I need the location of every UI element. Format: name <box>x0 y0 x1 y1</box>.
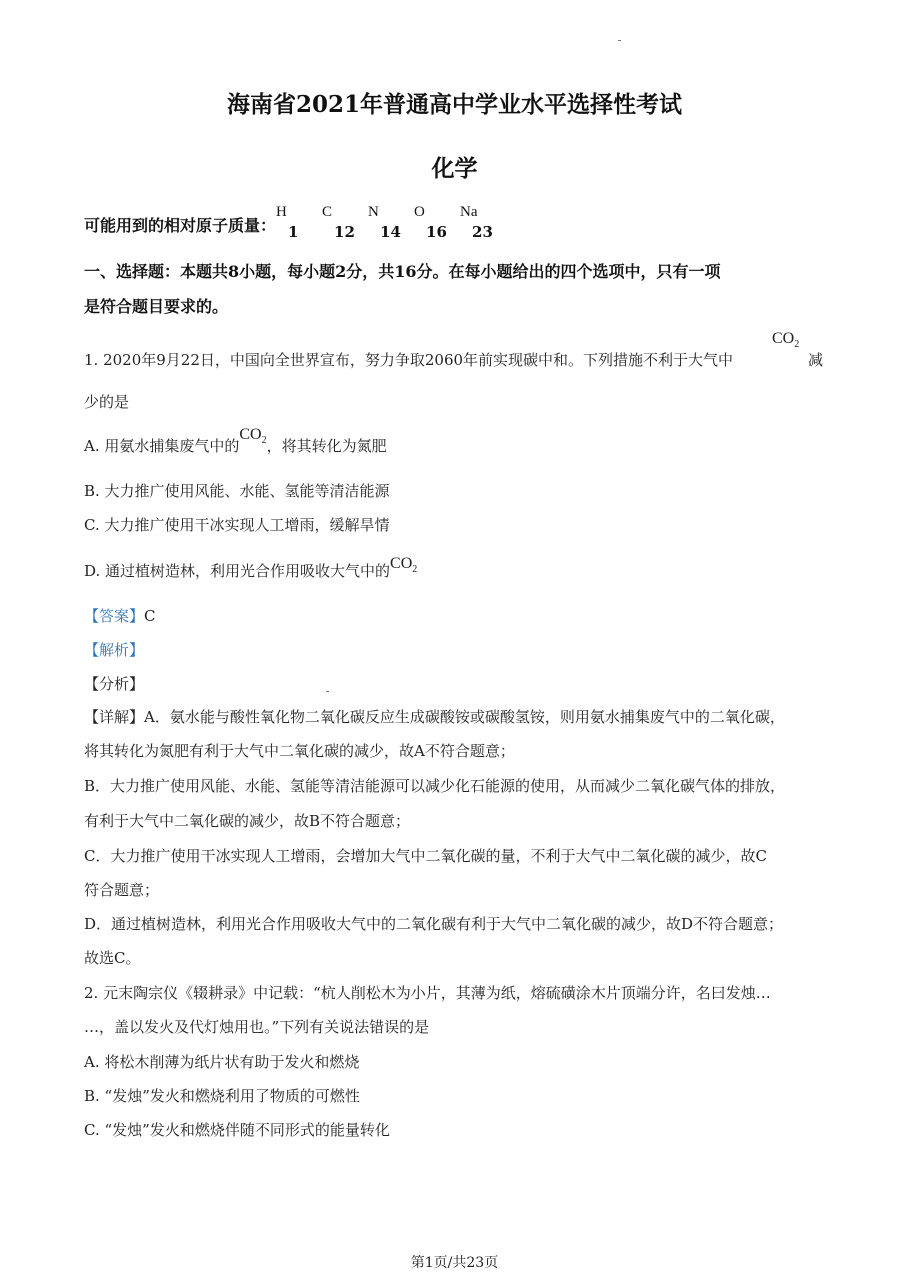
q2-stem-line2: …，盖以发火及代灯烛用也。”下列有关说法错误的是 <box>84 1018 430 1036</box>
q1-stem-line1: 1. 2020年9月22日，中国向全世界宣布，努力争取2060年前实现碳中和。下列措施不利于大气中 <box>84 351 734 369</box>
q1-answer <box>84 606 156 626</box>
q1-stem-line2: 少的是 <box>84 393 130 411</box>
atomic-mass-line <box>84 204 506 244</box>
q1-option-c: C. 大力推广使用干冰实现人工增雨，缓解旱情 <box>84 516 390 534</box>
detail-line-2: 将其转化为氮肥有利于大气中二氧化碳的减少，故A不符合题意； <box>84 742 515 760</box>
detail-line-1: 【详解】A．氨水能与酸性氧化物二氧化碳反应生成碳酸铵或碳酸氢铵，则用氨水捕集废气中的二氧化碳， <box>84 708 785 726</box>
section1-line2: 是符合题目要求的。 <box>84 297 229 316</box>
q2-stem-line1: 2. 元末陶宗仪《辍耕录》中记载：“杭人削松木为小片，其薄为纸，熔硫磺涂木片顶端分许，名曰发烛… <box>84 984 771 1002</box>
mass-o: O 16 <box>414 204 447 241</box>
page-title: 海南省2021年普通高中学业水平选择性考试 <box>226 91 682 118</box>
mass-h: H 1 <box>276 204 299 241</box>
q1-option-d-co2: $CO_2$ <box>390 555 418 576</box>
stray-mark <box>326 691 329 692</box>
q1-option-b: B. 大力推广使用风能、水能、氢能等清洁能源 <box>84 482 390 500</box>
q1-option-a-co2: $CO_2$ <box>239 426 267 447</box>
mass-n: N 14 <box>368 204 401 241</box>
q1-stem-end: 减 <box>808 351 824 369</box>
analysis-label: 【解析】 <box>84 641 145 659</box>
detail-line-4: 有利于大气中二氧化碳的减少，故B不符合题意； <box>84 812 411 830</box>
mass-na: Na 23 <box>460 204 493 241</box>
q2-option-a: A. 将松木削薄为纸片状有助于发火和燃烧 <box>84 1053 360 1071</box>
answer-label: 【答案】 <box>84 607 145 625</box>
detail-line-6: 符合题意； <box>84 881 160 899</box>
section1-line1: 一、选择题：本题共8小题，每小题2分，共16分。在每小题给出的四个选项中，只有一项 <box>84 262 721 281</box>
stray-dot <box>618 40 621 41</box>
atomic-mass-label: 可能用到的相对原子质量： <box>84 216 277 235</box>
detail-line-8: 故选C。 <box>84 949 141 967</box>
fenxi-label: 【分析】 <box>84 675 145 693</box>
page-footer: 第1页/共23页 <box>410 1255 499 1271</box>
q2-option-b: B. “发烛”发火和燃烧利用了物质的可燃性 <box>84 1087 360 1105</box>
detail-line-5: C．大力推广使用干冰实现人工增雨，会增加大气中二氧化碳的量，不利于大气中二氧化碳的减少，故C <box>84 847 767 865</box>
q2-option-c: C. “发烛”发火和燃烧伴随不同形式的能量转化 <box>84 1121 390 1139</box>
q1-option-a: A. 用氨水捕集废气中的$CO_2$，将其转化为氮肥 <box>84 426 387 455</box>
subject-title: 化学 <box>431 155 478 182</box>
q1-co2-formula: $CO_2$ <box>772 330 800 351</box>
q1-option-d: D. 通过植树造林，利用光合作用吸收大气中的$CO_2$ <box>84 555 418 580</box>
answer-value: C <box>144 607 156 625</box>
detail-line-3: B．大力推广使用风能、水能、氢能等清洁能源可以减少化石能源的使用，从而减少二氧化碳气体的排放， <box>84 777 786 795</box>
mass-c: C 12 <box>322 204 355 241</box>
detail-line-7: D．通过植树造林，利用光合作用吸收大气中的二氧化碳有利于大气中二氧化碳的减少，故D不符合题意； <box>84 915 784 933</box>
detail-label: 【详解】 <box>84 708 145 726</box>
